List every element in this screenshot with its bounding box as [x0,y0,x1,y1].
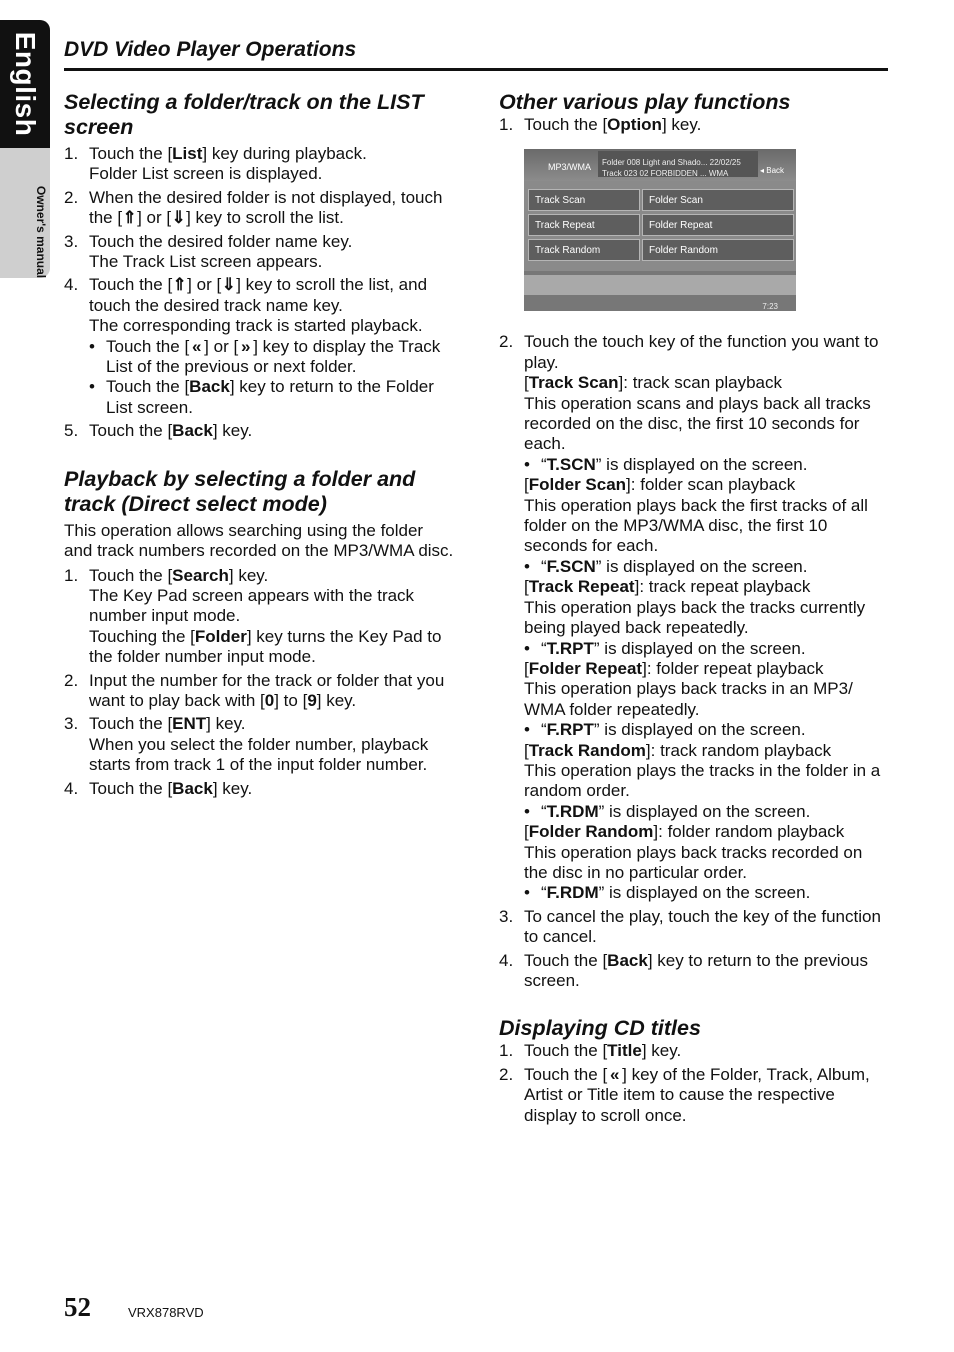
language-label: English [10,31,41,137]
list-item: 3. To cancel the play, touch the key of the function to cancel. [499,906,881,947]
header-divider [64,68,888,71]
bullet-item: • “F.RDM” is displayed on the screen. [524,883,811,903]
screen-top-bar [524,149,796,181]
screen-clock: 7:23 [762,302,778,312]
folder-repeat-button[interactable]: Folder Repeat [642,214,794,236]
folder-scan-button[interactable]: Folder Scan [642,189,794,211]
track-scan-button[interactable]: Track Scan [528,189,640,211]
scroll-up-icon: ⇑ [122,208,137,228]
left-column [64,90,456,802]
list-item: 3. Touch the [ENT] key. When you select the folder number, playback starts from track 1 of the input folder number. [64,714,429,775]
option-screen-screenshot [524,149,796,311]
list-item: 4. Touch the [⇑] or [⇓] key to scroll the list, and touch the desired track name key. The corresponding track is started playback. • Touch the [ « ] or [ » ] key to display the Track List of the previous or next folder. • Touch the [Back] key to return to the Folder List screen. [64,275,456,418]
owners-manual-label: Owner's manual [34,185,48,279]
list-item: 2. Touch the [ « ] key of the Folder, Track, Album, Artist or Title item to cause the respective display to scroll once. [499,1064,870,1125]
scroll-down-icon: ⇓ [171,208,186,228]
list-item: 1. Touch the [Search] key. The Key Pad screen appears with the track number input mode. Touching the [Folder] key turns the Key Pad to the folder number input mode. [64,565,442,667]
model-number: VRX878RVD [128,1305,204,1320]
direct-select-intro: This operation allows searching using the folder and track numbers recorded on the MP3/WMA disc. [64,520,454,561]
side-tab [0,20,50,278]
list-item: 2. Input the number for the track or folder that you want to play back with [0] to [9] key. [64,670,445,710]
previous-icon: « [609,1064,620,1084]
list-item: 1. Touch the [Title] key. [499,1041,682,1061]
bullet-item: • “T.SCN” is displayed on the screen. [524,454,808,474]
cd-titles-steps [499,1041,889,1126]
bullet-item: • Touch the [ « ] or [ » ] key to display the Track List of the previous or next folder. [89,336,441,377]
page-header-title: DVD Video Player Operations [64,38,357,61]
next-icon: » [240,336,251,356]
direct-select-steps [64,566,456,799]
screen-back-button[interactable]: ◂ Back [760,166,785,176]
list-item: 4. Touch the [Back] key. [64,778,253,798]
screen-mode-label: MP3/WMA [548,162,592,173]
screen-bottom-bar [524,271,796,311]
list-screen-steps [64,144,456,442]
track-random-button[interactable]: Track Random [528,239,640,261]
bullet-item: • “F.RPT” is displayed on the screen. [524,720,806,740]
list-item: 1. Touch the [Option] key. MP3/WMA Folder 008 Light and Shado... 22/02/25 Track 023 02 FORBIDDEN ... WMA ◂ Back Track Scan Folder Scan Track Repeat Folder Repeat Track Random Folder Random 7:23 [499,115,889,329]
bullet-item: • “T.RPT” is displayed on the screen. [524,638,806,658]
screen-info-panel: Folder 008 Light and Shado... 22/02/25 Track 023 02 FORBIDDEN ... WMA [598,151,758,177]
list-item: 2. When the desired folder is not displayed, touch the [⇑] or [⇓] key to scroll the list. [64,187,443,228]
list-item: 5. Touch the [Back] key. [64,421,253,441]
bullet-item: • “F.SCN” is displayed on the screen. [524,556,808,576]
section-title-cd-titles: Displaying CD titles [499,1016,701,1041]
bullet-item: • “T.RDM” is displayed on the screen. [524,801,811,821]
track-repeat-button[interactable]: Track Repeat [528,214,640,236]
page-number: 52 [64,1292,91,1322]
bullet-item: • Touch the [Back] key to return to the Folder List screen. [89,377,434,417]
play-functions-steps [499,115,889,991]
list-item: 1. Touch the [List] key during playback. Folder List screen is displayed. [64,144,367,184]
previous-icon: « [191,336,202,356]
section-title-direct-select: Playback by selecting a folder and track (Direct select mode) [64,466,416,516]
folder-random-button[interactable]: Folder Random [642,239,794,261]
list-item: 2. Touch the touch key of the function you want to play. [Track Scan]: track scan playback This operation scans and plays back all tracks recorded on the disc, the first 10 seconds for each. • “T.SCN” is displayed on the screen. [Folder Scan]: folder scan playback This operation plays back the first tracks of all folder on the MP3/WMA disc, the first 10 seconds for each. • “F.SCN” is displayed on the screen. [Track Repeat]: track repeat playback This operation plays back the tracks currently being played back repeatedly. • “T.RPT” is displayed on the screen. [Folder Repeat]: folder repeat playback This operation plays back tracks in an MP3/ WMA folder repeatedly. • “F.RPT” is displayed on the screen. [Track Random]: track random playback This operation plays the tracks in the folder in a random order. • “T.RDM” is displayed on the screen. [Folder Random]: folder random playback This operation plays back tracks recorded on the disc in no particular order. • “F.RDM” is displayed on the screen. [499,332,889,903]
scroll-up-icon: ⇑ [172,275,187,295]
list-item: 4. Touch the [Back] key to return to the previous screen. [499,950,868,990]
section-title-list-screen: Selecting a folder/track on the LIST screen [64,90,424,139]
list-item: 3. Touch the desired folder name key. The Track List screen appears. [64,231,353,272]
section-title-play-functions: Other various play functions [499,90,791,114]
scroll-down-icon: ⇓ [221,275,236,295]
right-column [499,90,889,1129]
